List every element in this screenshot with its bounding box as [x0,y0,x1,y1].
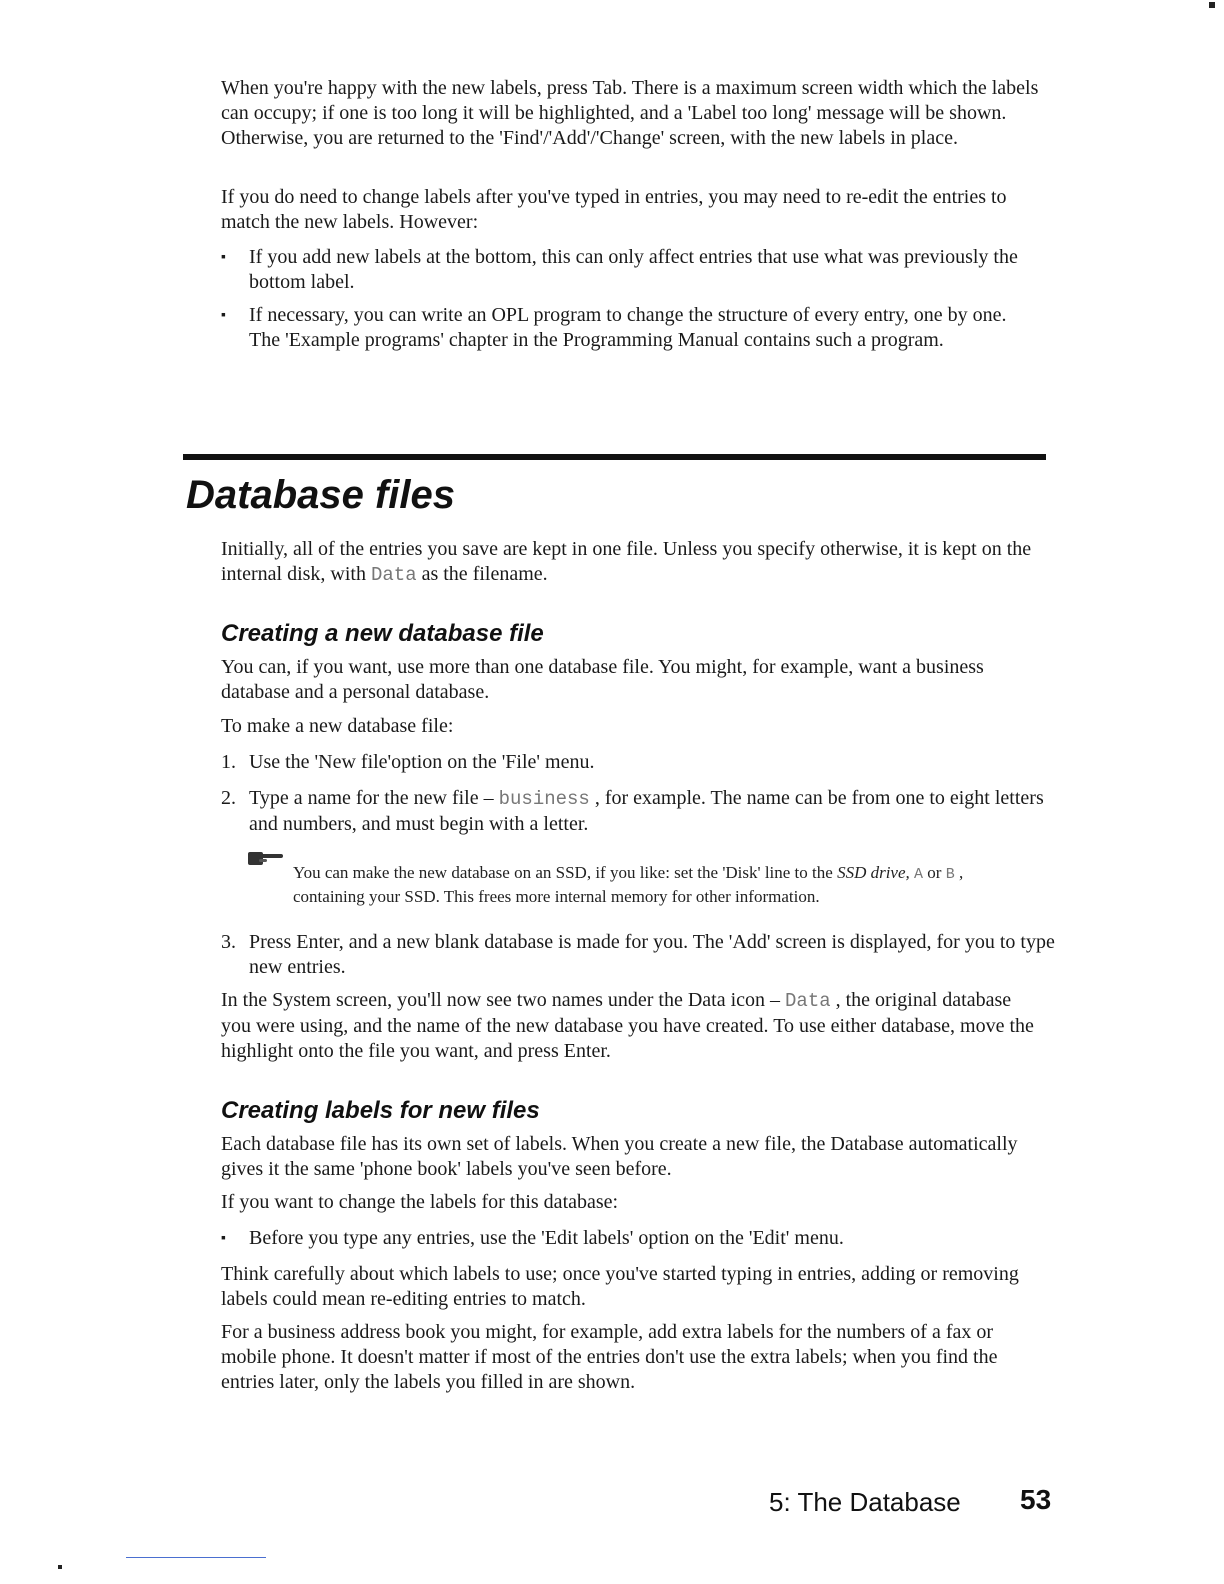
square-bullet-icon: ▪ [221,308,226,323]
code-filename: business [498,788,590,810]
creating-file-paragraph-2: To make a new database file: [221,715,454,737]
intro-paragraph-2: If you do need to change labels after you've typed in entries, you may need to re-edit the entries to match the new labels. However: [221,186,1007,233]
list-item [221,786,1061,837]
underline-mark [126,1557,266,1558]
code-filename: Data [785,990,831,1012]
creating-labels-paragraph-3: Think carefully about which labels to use; once you've started typing in entries, adding or removing labels could mean re-editing entries to match. [221,1263,1019,1310]
code-filename: Data [370,564,417,586]
step-text: Press Enter, and a new blank database is made for you. The 'Add' screen is displayed, for you to type new entries. [249,931,1055,978]
square-bullet-icon: ▪ [221,250,226,265]
note-text: You can make the new database on an SSD, if you like: set the 'Disk' line to the SSD drive, A or B , containing your SSD. This frees more internal memory for other information. [293,863,964,906]
list-item [221,1226,1041,1251]
list-item [221,750,1061,775]
creating-labels-paragraph-1: Each database file has its own set of labels. When you create a new file, the Database automatically gives it the same 'phone book' labels you've seen before. [221,1133,1018,1180]
section-title: Database files [186,473,456,517]
step-text: Type a name for the new file – business , for example. The name can be from one to eight letters and numbers, and must begin with a letter. [249,787,1044,835]
pointing-hand-icon [247,849,287,867]
creating-labels-paragraph-2: If you want to change the labels for this database: [221,1191,619,1213]
list-item [221,303,1041,353]
step-number: 1. [221,751,236,773]
scan-mark [58,1565,62,1569]
footer-chapter-title: 5: The Database [769,1487,961,1517]
square-bullet-icon: ▪ [221,1231,226,1246]
creating-labels-paragraph-4: For a business address book you might, for example, add extra labels for the numbers of a fax or mobile phone. It doesn't matter if most of the entries don't use the extra labels; when you find the entries later, only the labels you filled in are shown. [221,1321,998,1393]
creating-file-paragraph-3: In the System screen, you'll now see two names under the Data icon – Data , the original database you were using, and the name of the new database you have created. To use either database, move the highlight onto the file you want, and press Enter. [221,989,1034,1062]
step-number: 2. [221,787,236,809]
step-text: Use the 'New file'option on the 'File' menu. [249,751,595,773]
subheading-creating-file: Creating a new database file [221,620,544,647]
page-number: 53 [1020,1484,1052,1515]
intro-paragraph-1: When you're happy with the new labels, press Tab. There is a maximum screen width which the labels can occupy; if one is too long it will be highlighted, and a 'Label too long' message will be shown. Otherwise, you are returned to the 'Find'/'Add'/'Change' screen, with the new labels in place. [221,77,1039,149]
list-item [221,930,1061,980]
subheading-creating-labels: Creating labels for new files [221,1097,540,1124]
list-item [221,245,1041,295]
step-number: 3. [221,931,236,953]
note-callout [247,845,1027,925]
bullet-text: If necessary, you can write an OPL program to change the structure of every entry, one by one. The 'Example programs' chapter in the Programming Manual contains such a program. [249,304,1007,351]
scan-mark [1209,2,1215,8]
code-drive: B [945,866,955,883]
section-divider [183,454,1046,460]
bullet-text: Before you type any entries, use the 'Edit labels' option on the 'Edit' menu. [249,1227,844,1249]
section-intro: Initially, all of the entries you save are kept in one file. Unless you specify otherwise, it is kept on the internal disk, with Data as the filename. [221,538,1032,586]
creating-file-paragraph-1: You can, if you want, use more than one database file. You might, for example, want a business database and a personal database. [221,656,984,703]
bullet-text: If you add new labels at the bottom, this can only affect entries that use what was previously the bottom label. [249,246,1018,293]
code-drive: A [914,866,924,883]
